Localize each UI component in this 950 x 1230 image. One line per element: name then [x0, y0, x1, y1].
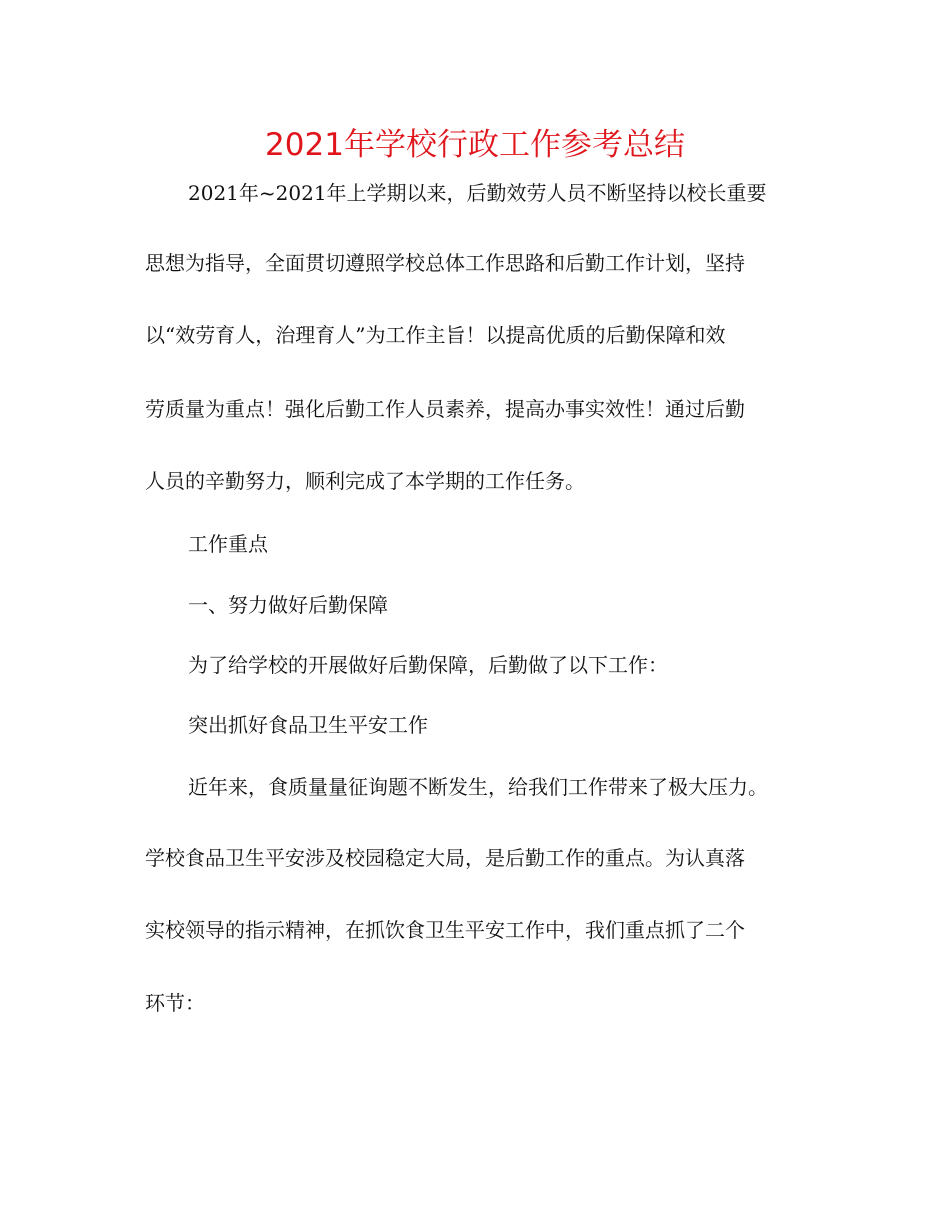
subsection-heading: 突出抓好食品卫生平安工作: [188, 713, 428, 737]
paragraph-line: 劳质量为重点！强化后勤工作人员素养，提高办事实效性！通过后勤: [145, 397, 745, 421]
paragraph-line: 学校食品卫生平安涉及校园稳定大局，是后勤工作的重点。为认真落: [145, 846, 745, 870]
document-title: 2021年学校行政工作参考总结: [265, 127, 685, 163]
paragraph-line: 为了给学校的开展做好后勤保障，后勤做了以下工作：: [188, 653, 668, 677]
paragraph-line: 实校领导的指示精神，在抓饮食卫生平安工作中，我们重点抓了二个: [145, 918, 745, 942]
paragraph-line: 环节：: [145, 991, 205, 1015]
subsection-heading: 一、努力做好后勤保障: [188, 593, 388, 617]
paragraph-line: 人员的辛勤努力，顺利完成了本学期的工作任务。: [145, 469, 585, 493]
paragraph-line: 近年来，食质量量征询题不断发生，给我们工作带来了极大压力。: [188, 775, 768, 799]
paragraph-line: 以“效劳育人，治理育人”为工作主旨！以提高优质的后勤保障和效: [145, 323, 726, 347]
paragraph-line: 2021年~2021年上学期以来，后勤效劳人员不断坚持以校长重要: [188, 181, 767, 205]
paragraph-line: 思想为指导，全面贯切遵照学校总体工作思路和后勤工作计划，坚持: [145, 251, 745, 275]
section-heading: 工作重点: [188, 532, 268, 556]
